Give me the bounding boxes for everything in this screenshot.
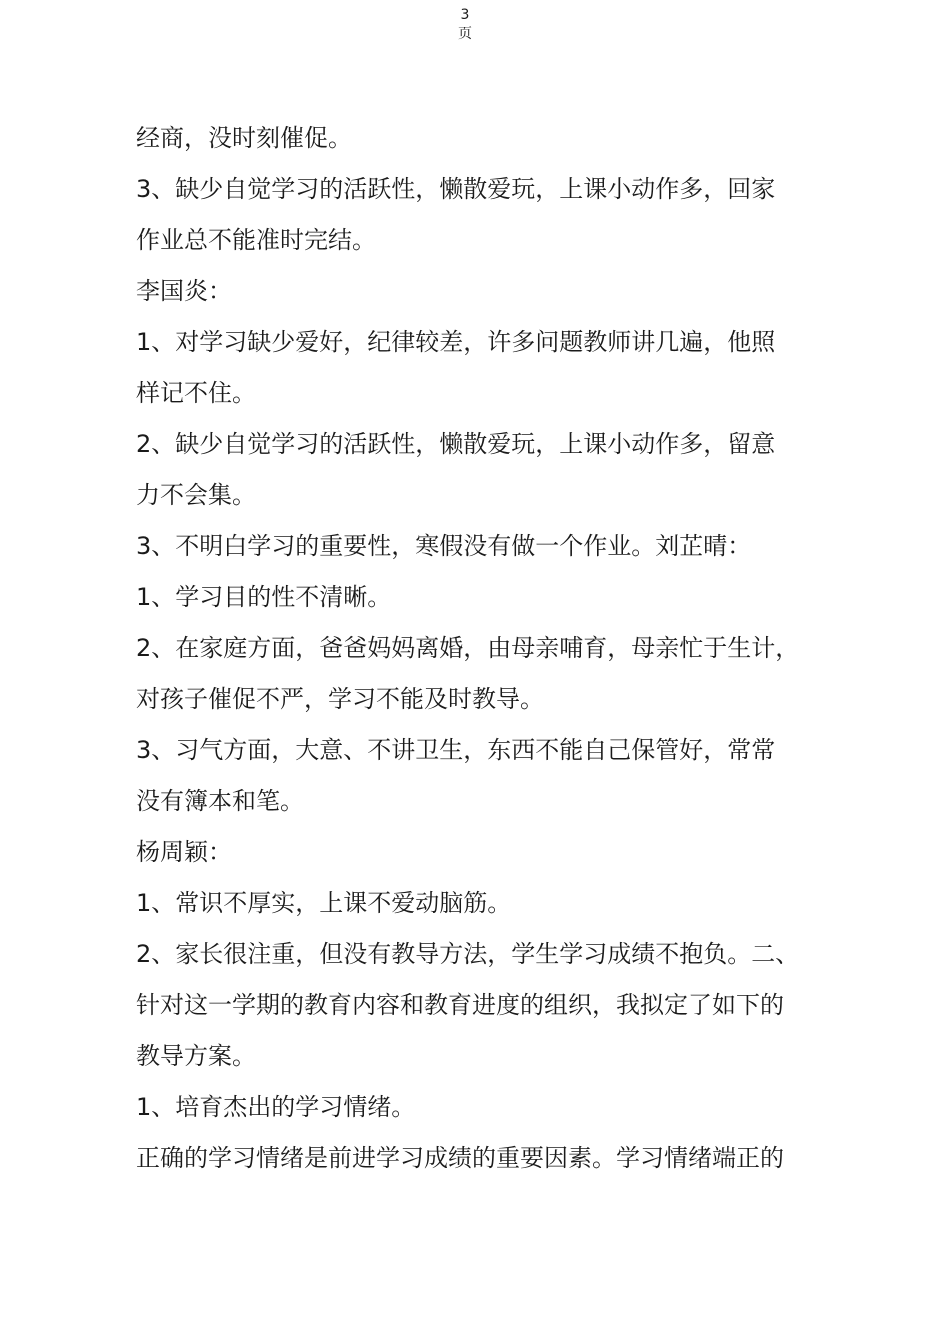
document-body bbox=[136, 113, 836, 1184]
text-line: 正确的学习情绪是前进学习成绩的重要因素。学习情绪端正的 bbox=[136, 1144, 784, 1172]
text-line: 3、不明白学习的重要性，寒假没有做一个作业。刘芷晴： bbox=[136, 532, 752, 560]
text-line: 2、在家庭方面，爸爸妈妈离婚，由母亲哺育，母亲忙于生计， bbox=[136, 634, 800, 662]
text-line: 1、学习目的性不清晰。 bbox=[136, 583, 392, 611]
text-line: 针对这一学期的教育内容和教育进度的组织，我拟定了如下的 bbox=[136, 991, 784, 1019]
text-line: 力不会集。 bbox=[136, 481, 256, 509]
text-line: 3、缺少自觉学习的活跃性，懒散爱玩，上课小动作多，回家 bbox=[136, 175, 776, 203]
text-line: 样记不住。 bbox=[136, 379, 256, 407]
text-line: 1、对学习缺少爱好，纪律较差，许多问题教师讲几遍，他照 bbox=[136, 328, 776, 356]
text-line: 教导方案。 bbox=[136, 1042, 256, 1070]
text-line: 对孩子催促不严，学习不能及时教导。 bbox=[136, 685, 544, 713]
text-line: 1、常识不厚实，上课不爱动脑筋。 bbox=[136, 889, 512, 917]
page-unit-label: 页 bbox=[458, 26, 472, 42]
text-line: 3、习气方面，大意、不讲卫生，东西不能自己保管好，常常 bbox=[136, 736, 776, 764]
text-line: 2、缺少自觉学习的活跃性，懒散爱玩，上课小动作多，留意 bbox=[136, 430, 776, 458]
student-name-heading: 杨周颖： bbox=[136, 838, 232, 866]
text-line: 1、培育杰出的学习情绪。 bbox=[136, 1093, 416, 1121]
text-line: 没有簿本和笔。 bbox=[136, 787, 304, 815]
page-header bbox=[0, 6, 930, 44]
page-number: 3 bbox=[460, 7, 470, 23]
text-line: 作业总不能准时完结。 bbox=[136, 226, 376, 254]
text-line: 2、家长很注重，但没有教导方法，学生学习成绩不抱负。二、 bbox=[136, 940, 800, 968]
text-line: 经商，没时刻催促。 bbox=[136, 124, 352, 152]
student-name-heading: 李国炎： bbox=[136, 277, 232, 305]
